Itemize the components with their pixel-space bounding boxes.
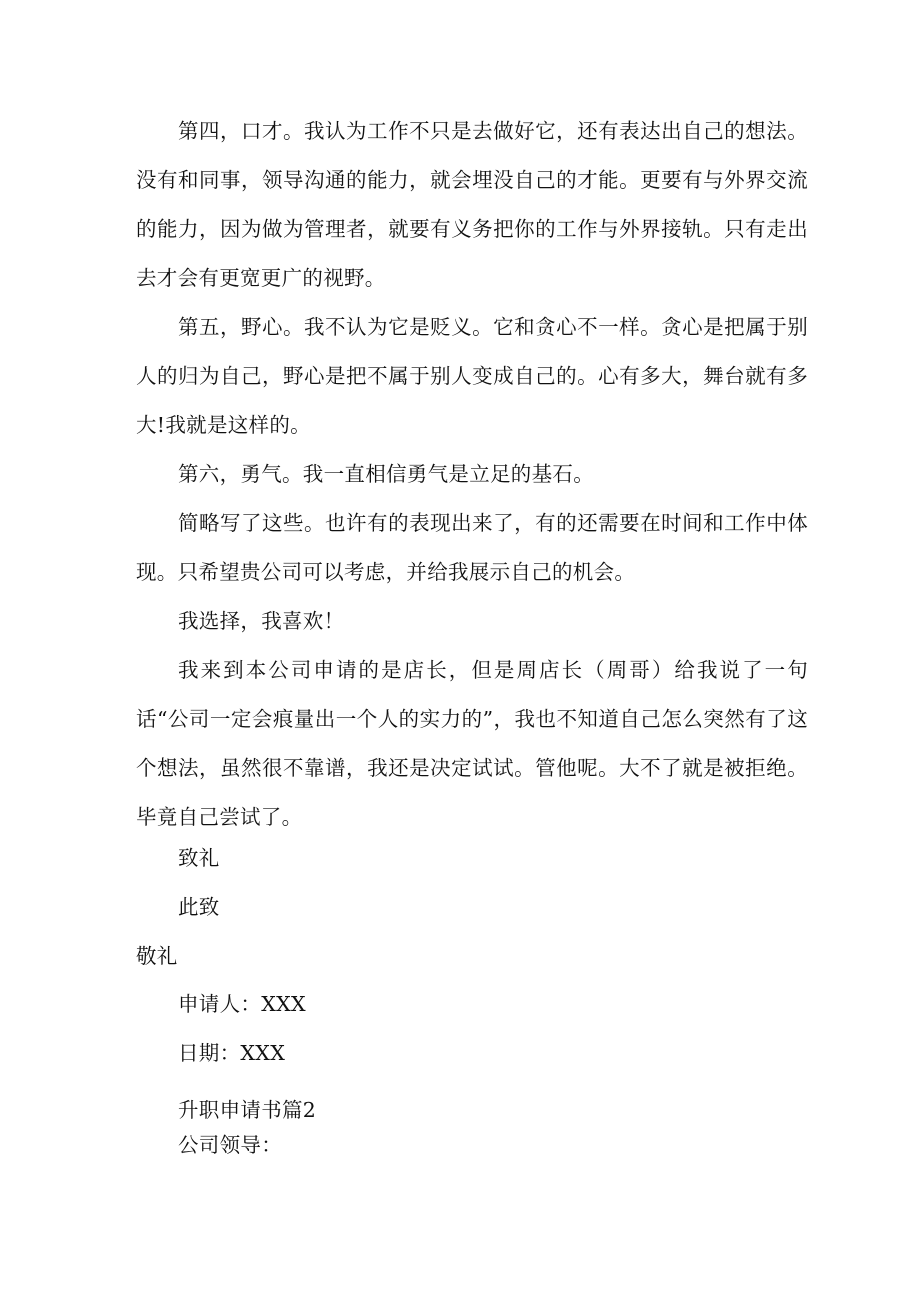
paragraph-background: 我来到本公司申请的是店长，但是周店长（周哥）给我说了一句话“公司一定会痕量出一个人的实力的”，我也不知道自己怎么突然有了这个想法，虽然很不靠谱，我还是决定试试。管他呢。大不了就是被拒绝。毕竟自己尝试了。: [136, 658, 808, 829]
paragraph-courage: 第六，勇气。我一直相信勇气是立足的基石。: [178, 462, 594, 486]
paragraph-choice: 我选择，我喜欢！: [178, 609, 345, 633]
paragraph-summary: 简略写了这些。也许有的表现出来了，有的还需要在时间和工作中体现。只希望贵公司可以考虑，并给我展示自己的机会。: [136, 511, 808, 584]
closing-cizhi: 此致: [178, 895, 220, 919]
paragraph-eloquence: 第四，口才。我认为工作不只是去做好它，还有表达出自己的想法。没有和同事，领导沟通的能力，就会埋没自己的才能。更要有与外界交流的能力，因为做为管理者，就要有义务把你的工作与外界接轨。只有走出去才会有更宽更广的视野。: [136, 119, 808, 290]
salutation: 公司领导：: [178, 1133, 282, 1157]
date-line: 日期：XXX: [178, 1041, 286, 1065]
paragraph-ambition: 第五，野心。我不认为它是贬义。它和贪心不一样。贪心是把属于别人的归为自己，野心是把不属于别人变成自己的。心有多大，舞台就有多大!我就是这样的。: [136, 315, 808, 437]
closing-zhili: 致礼: [178, 846, 220, 870]
applicant-line: 申请人：XXX: [178, 992, 306, 1016]
closing-jingli: 敬礼: [136, 944, 178, 968]
section-title: 升职申请书篇2: [178, 1098, 317, 1122]
